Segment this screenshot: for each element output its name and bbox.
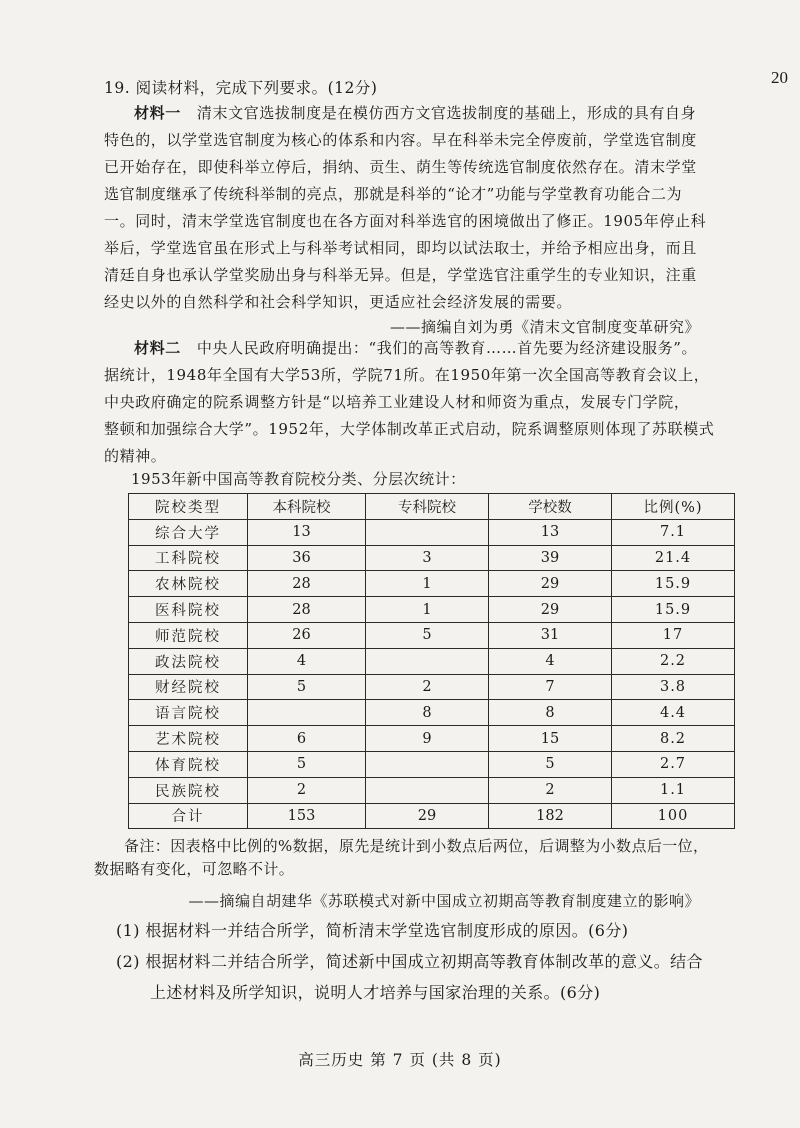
table-row [129,622,735,648]
question-2-line-2: 上述材料及所学知识，说明人才培养与国家治理的关系。(6分) [150,983,601,1002]
table-cell: 31 [489,622,612,648]
table-row [129,571,735,597]
table-cell: 28 [248,571,366,597]
table-cell: 153 [248,803,366,829]
material-1-line: 已开始存在，即使科举立停后，捐纳、贡生、荫生等传统选官制度依然存在。清末学堂 [104,158,697,176]
table-cell: 医科院校 [129,597,248,623]
table-cell: 29 [489,571,612,597]
table-cell: 15 [489,726,612,752]
table-cell: 6 [248,726,366,752]
table-caption: 1953年新中国高等教育院校分类、分层次统计： [131,470,466,488]
table-cell: 15.9 [612,597,735,623]
table-row [129,674,735,700]
table-cell: 13 [489,519,612,545]
table-cell: 4.4 [612,700,735,726]
material-2-line: 的精神。 [104,447,167,465]
table-cell: 语言院校 [129,700,248,726]
table-cell [366,751,489,777]
table-cell: 100 [612,803,735,829]
table-row [129,700,735,726]
table-header-cell: 本科院校 [248,494,366,520]
table-row [129,545,735,571]
table-cell: 36 [248,545,366,571]
material-1-line: 举后，学堂选官虽在形式上与科举考试相同，即均以试法取士，并给予相应出身，而且 [104,239,697,257]
page-footer: 高三历史 第 7 页 (共 8 页) [298,1051,502,1069]
table-cell [366,777,489,803]
material-2-line: 材料二 中央人民政府明确提出：“我们的高等教育……首先要为经济建设服务”。 [134,339,698,357]
table-cell: 综合大学 [129,519,248,545]
table-cell: 7.1 [612,519,735,545]
table-cell: 2.2 [612,648,735,674]
material-1-line: 一。同时，清末学堂选官制度也在各方面对科举选官的困境做出了修正。1905年停止科 [104,212,707,230]
statistics-table [128,493,735,829]
table-cell [248,700,366,726]
table-cell: 2 [489,777,612,803]
question-1: (1) 根据材料一并结合所学，简析清末学堂选官制度形成的原因。(6分) [116,921,629,940]
material-1-line: 材料一 清末文官选拔制度是在模仿西方文官选拔制度的基础上，形成的具有自身 [134,104,697,122]
table-cell: 2.7 [612,751,735,777]
material-2-line: 中央政府确定的院系调整方针是“以培养工业建设人材和师资为重点，发展专门学院， [104,393,690,411]
table-note: 备注：因表格中比例的%数据，原先是统计到小数点后两位，后调整为小数点后一位， [124,837,709,855]
material-2-label: 材料二 [134,339,181,357]
table-cell [366,519,489,545]
table-row [129,726,735,752]
table-cell: 5 [248,674,366,700]
material-2 [104,335,716,470]
question-title: 19. 阅读材料，完成下列要求。(12分) [104,79,378,97]
table-cell: 15.9 [612,571,735,597]
material-2-line: 据统计，1948年全国有大学53所，学院71所。在1950年第一次全国高等教育会议上， [104,366,710,384]
table-cell: 21.4 [612,545,735,571]
table-row [129,597,735,623]
table-cell: 8 [366,700,489,726]
material-1 [104,100,716,316]
table-cell: 工科院校 [129,545,248,571]
table-cell: 3.8 [612,674,735,700]
material-1-line: 经史以外的自然科学和社会科学知识，更适应社会经济发展的需要。 [104,293,573,311]
table-cell: 体育院校 [129,751,248,777]
table-cell: 2 [248,777,366,803]
table-cell: 7 [489,674,612,700]
table-cell: 财经院校 [129,674,248,700]
table-cell: 13 [248,519,366,545]
material-1-label: 材料一 [134,104,181,122]
table-row [129,519,735,545]
table-cell: 4 [248,648,366,674]
table-header-cell: 院校类型 [129,494,248,520]
table-cell: 师范院校 [129,622,248,648]
table-row [129,777,735,803]
table-cell: 政法院校 [129,648,248,674]
table-cell: 艺术院校 [129,726,248,752]
table-cell: 8 [489,700,612,726]
table-header-cell: 专科院校 [366,494,489,520]
table-cell: 5 [489,751,612,777]
table-note-continued: 数据略有变化，可忽略不计。 [94,860,295,878]
table-cell [366,648,489,674]
material-1-line: 选官制度继承了传统科举制的亮点，那就是科举的“论才”功能与学堂教育功能合二为 [104,185,683,203]
table-header-row [129,494,735,520]
table-cell: 1 [366,597,489,623]
table-cell: 29 [489,597,612,623]
table-header-cell: 学校数 [489,494,612,520]
material-2-source: ——摘编自胡建华《苏联模式对新中国成立初期高等教育制度建立的影响》 [188,892,700,910]
table-cell: 39 [489,545,612,571]
material-1-source: ——摘编自刘为勇《清末文官制度变革研究》 [389,318,700,336]
material-1-line: 清廷自身也承认学堂奖励出身与科举无异。但是，学堂选官注重学生的专业知识，注重 [104,266,697,284]
table-cell: 8.2 [612,726,735,752]
table-cell: 1.1 [612,777,735,803]
table-cell: 农林院校 [129,571,248,597]
table-cell: 182 [489,803,612,829]
material-2-line: 整顿和加强综合大学”。1952年，大学体制改革正式启动，院系调整原则体现了苏联模式 [104,420,715,438]
table-cell: 26 [248,622,366,648]
table-cell: 1 [366,571,489,597]
table-cell: 29 [366,803,489,829]
table-cell: 9 [366,726,489,752]
table-row [129,803,735,829]
table-row [129,751,735,777]
table-cell: 17 [612,622,735,648]
table-cell: 28 [248,597,366,623]
table-cell: 5 [248,751,366,777]
material-1-line: 特色的，以学堂选官制度为核心的体系和内容。早在科举未完全停废前，学堂选官制度 [104,131,697,149]
table-cell: 4 [489,648,612,674]
table-row [129,648,735,674]
corner-page-number: 20 [771,68,788,87]
table-cell: 2 [366,674,489,700]
table-cell: 3 [366,545,489,571]
table-header-cell: 比例(%) [612,494,735,520]
table-cell: 合计 [129,803,248,829]
table-cell: 5 [366,622,489,648]
table-cell: 民族院校 [129,777,248,803]
question-2-line-1: (2) 根据材料二并结合所学，简述新中国成立初期高等教育体制改革的意义。结合 [116,952,703,971]
